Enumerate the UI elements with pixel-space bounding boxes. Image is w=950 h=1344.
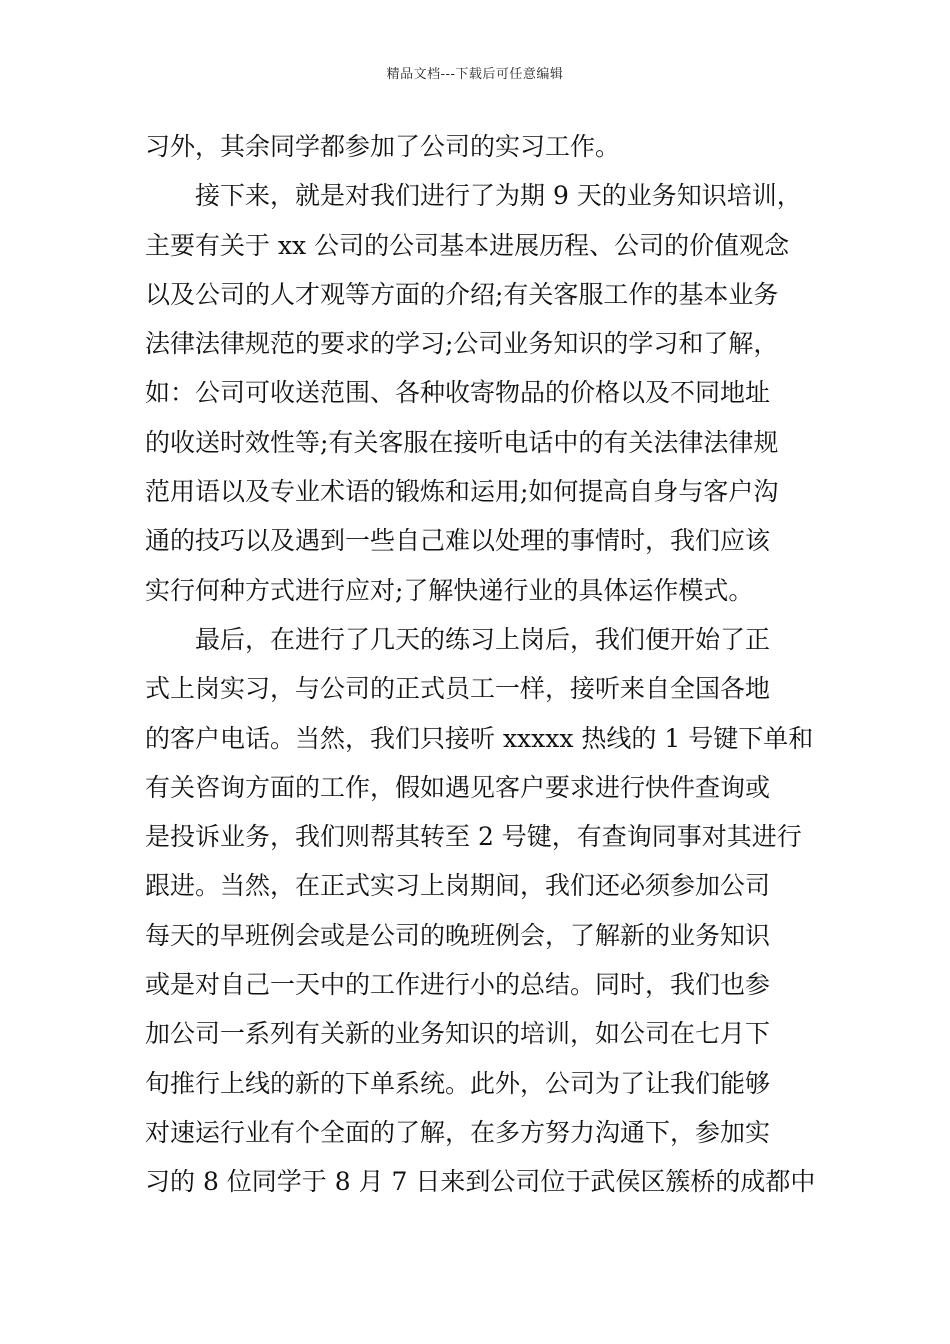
text-line: 主要有关于 xx 公司的公司基本进展历程、公司的价值观念	[145, 230, 790, 260]
text-line: 或是对自己一天中的工作进行小的总结。同时，我们也参	[145, 970, 771, 1000]
text-line: 有关咨询方面的工作，假如遇见客户要求进行快件查询或	[145, 772, 771, 802]
paragraph-start-line: 最后，在进行了几天的练习上岗后，我们便开始了正	[195, 624, 771, 654]
text-line: 对速运行业有个全面的了解，在多方努力沟通下，参加实	[145, 1117, 771, 1147]
text-line: 跟进。当然，在正式实习上岗期间，我们还必须参加公司	[145, 871, 771, 901]
text-line: 是投诉业务，我们则帮其转至 2 号键，有查询同事对其进行	[145, 822, 802, 852]
text-line: 法律法律规范的要求的学习;公司业务知识的学习和了解，	[145, 329, 779, 359]
text-line: 范用语以及专业术语的锻炼和运用;如何提高自身与客户沟	[145, 477, 779, 507]
text-line: 习外，其余同学都参加了公司的实习工作。	[145, 132, 621, 161]
text-line: 实行何种方式进行应对;了解快递行业的具体运作模式。	[145, 575, 754, 605]
page-header: 精品文档---下载后可任意编辑	[386, 67, 564, 82]
paragraph-start-line: 接下来，就是对我们进行了为期 9 天的业务知识培训，	[195, 181, 802, 211]
text-line: 的客户电话。当然，我们只接听 xxxxx 热线的 1 号键下单和	[145, 723, 814, 753]
text-line: 式上岗实习，与公司的正式员工一样，接听来自全国各地	[145, 674, 771, 704]
text-line: 习的 8 位同学于 8 月 7 日来到公司位于武侯区簇桥的成都中	[145, 1167, 816, 1197]
text-line: 如：公司可收送范围、各种收寄物品的价格以及不同地址	[145, 378, 771, 408]
text-line: 加公司一系列有关新的业务知识的培训，如公司在七月下	[145, 1019, 771, 1049]
text-line: 每天的早班例会或是公司的晚班例会，了解新的业务知识	[145, 920, 771, 950]
text-line: 以及公司的人才观等方面的介绍;有关客服工作的基本业务	[145, 279, 779, 309]
document-body	[145, 122, 816, 1207]
text-line: 旬推行上线的新的下单系统。此外，公司为了让我们能够	[145, 1068, 771, 1098]
text-line: 的收送时效性等;有关客服在接听电话中的有关法律法律规	[145, 427, 779, 457]
text-line: 通的技巧以及遇到一些自己难以处理的事情时，我们应该	[145, 526, 771, 556]
